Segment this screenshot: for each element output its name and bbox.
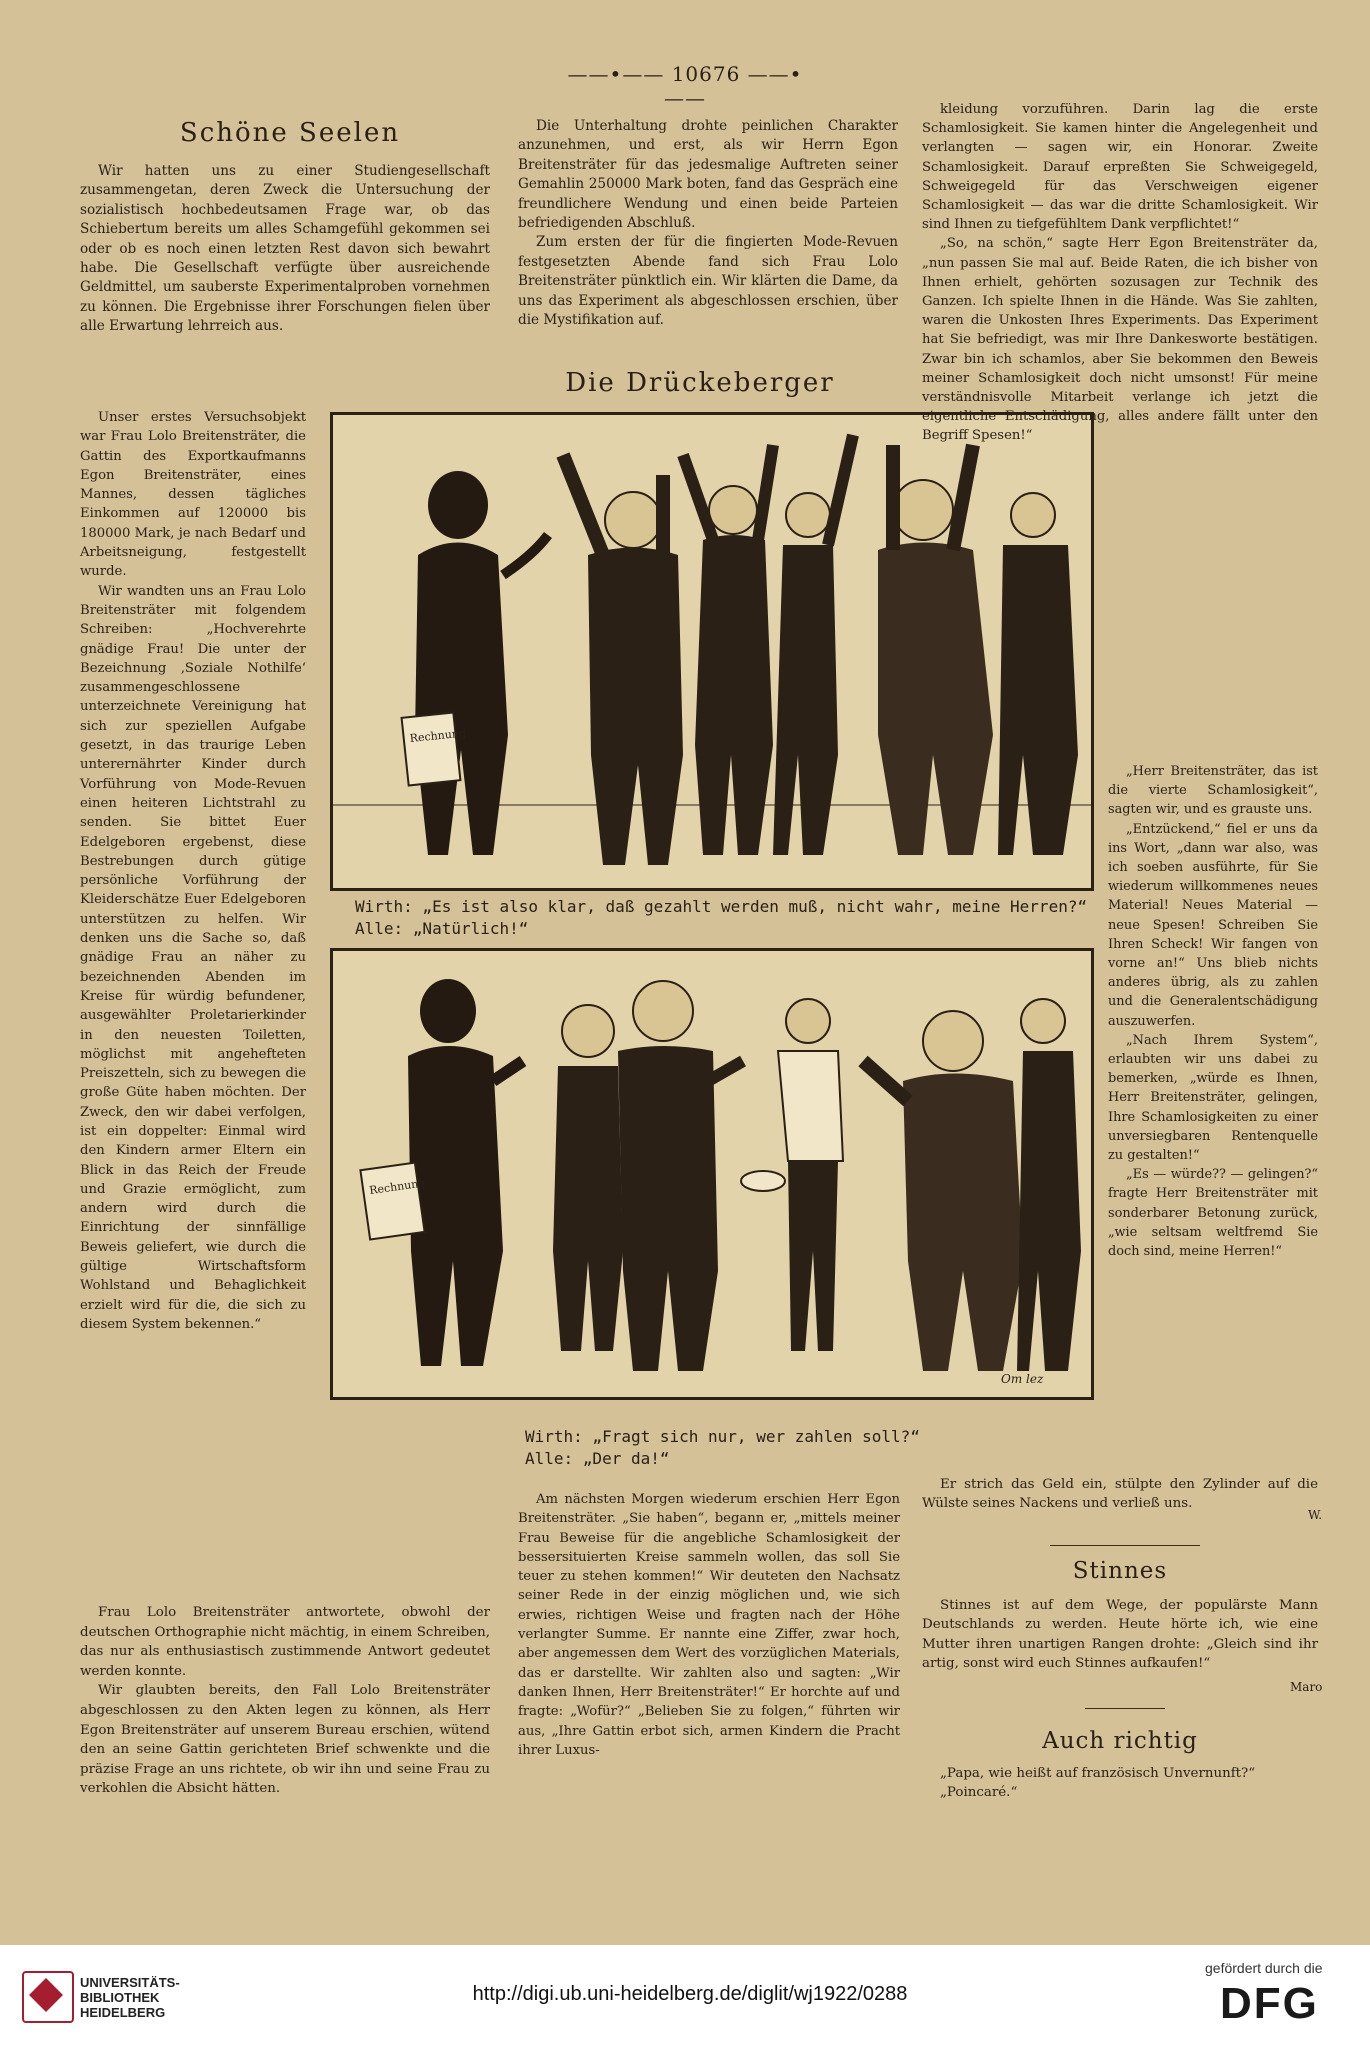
paragraph: kleidung vorzuführen. Darin lag die erste Schamlosigkeit. Sie kamen hinter die Angelegenheit und verlangten — sagen wir, ein Honorar. Zweite Schamlosigkeit. Darauf erpreßten Sie Schweigegeld, Schweigegeld für das Verschweigen eigener Schamlosigkeit — das war die dritte Schamlosigkeit. Wir sind Ihnen zu tiefgefühltem Dank verpflichtet!“ (922, 102, 1318, 233)
article-col3-top (922, 100, 1318, 446)
divider (1050, 1545, 1200, 1546)
paragraph: Frau Lolo Breitensträter antwortete, obwohl der deutschen Orthographie nicht mächtig, in einem Schreiben, das nur als enthusiastisch zustimmende Antwort gedeutet werden konnte. (80, 1605, 490, 1679)
page-number: ——•—— 10676 ——•—— (567, 62, 803, 110)
article-col2-top (518, 117, 898, 330)
article-col3-narrow (1108, 762, 1318, 1261)
paragraph: „Papa, wie heißt auf französisch Unvernunft?“ (940, 1766, 1256, 1781)
permalink-url[interactable]: http://digi.ub.uni-heidelberg.de/diglit/wj1922/0288 (472, 1983, 908, 2005)
cartoon-title: Die Drückeberger (565, 368, 835, 398)
paragraph: „Herr Breitensträter, das ist die vierte Schamlosigkeit“, sagten wir, und es grauste uns. (1108, 764, 1318, 818)
paragraph: Am nächsten Morgen wiederum erschien Herr Egon Breitensträter. „Sie haben“, begann er, „mittels meiner Frau Beweise für die angebliche Schamlosigkeit der bessersituierten Kreise sammeln wollen, das soll Sie teuer zu stehen kommen!“ Wir deuteten den Nachsatz seiner Rede in der einzig möglichen und, wie sich erwies, richtigen Weise und fragten nach der Höhe verlangter Summe. Er nannte eine Ziffer, zwar hoch, aber angemessen dem Wert des vorzüglichen Materials, das er darstellte. Wir zahlten also und sagten: „Wir danken Ihnen, Herr Breitensträter!“ Er horchte auf und fragte: „Wofür?“ „Belieben Sie zu folgen,“ führten wir aus, „Ihre Gattin erbot sich, armen Kindern die Pracht ihrer Luxus- (518, 1492, 900, 1758)
panel-1-bill-label: Rechnung (409, 726, 467, 746)
cartoon-panel-2 (330, 948, 1094, 1400)
funded-by-text: gefördert durch die (1205, 1960, 1323, 1976)
article-col1-bottom (80, 1603, 490, 1799)
paragraph: „Entzückend,“ fiel er uns da ins Wort, „dann war also, was ich soeben ausführte, für Sie wiederum willkommenes neues Material! Neues Material — neue Spesen! Schreiben Sie Ihren Scheck! Wir fangen von vorne an!“ Uns blieb nichts anderes übrig, als zu zahlen und die Generalentschädigung auszuwerfen. (1108, 821, 1318, 1029)
panel-1-caption-line-1: Wirth: „Es ist also klar, daß gezahlt werden muß, nicht wahr, meine Herren?“ (355, 897, 1088, 916)
panel-1-caption-line-2: Alle: „Natürlich!“ (355, 919, 529, 938)
library-line-3: HEIDELBERG (80, 2005, 166, 2020)
cartoon-panel-1-drawing (333, 415, 1091, 888)
footer-bar (0, 1945, 1370, 2045)
panel-2-caption-line-1: Wirth: „Fragt sich nur, wer zahlen soll?“ (525, 1427, 920, 1446)
artist-signature: Om lez (1001, 1372, 1044, 1386)
stinnes-text (922, 1596, 1318, 1674)
paragraph: „Es — würde?? — gelingen?“ fragte Herr Breitensträter mit sonderbarer Betonung zurück, „wie seltsam weltfremd Sie doch sind, meine Herren!“ (1108, 1167, 1318, 1260)
stinnes-signature: Maro (1290, 1680, 1323, 1694)
library-line-1: UNIVERSITÄTS- (80, 1975, 180, 1990)
paragraph: Wir glaubten bereits, den Fall Lolo Breitensträter abgeschlossen zu den Akten legen zu können, als Herr Egon Breitensträter auf unserem Bureau erschien, wütend den an seine Gattin gerichteten Brief schwenkte und die präzise Frage an uns richtete, ob wir ihn und seine Frau zu verkohlen die Absicht hätten. (80, 1683, 490, 1797)
article-col1-narrow (80, 408, 306, 1334)
paragraph: Stinnes ist auf dem Wege, der populärste Mann Deutschlands zu werden. Heute hörte ich, wie eine Mutter ihren unartigen Rangen drohte: „Gleich sind ihr artig, sonst wird euch Stinnes aufkaufen!“ (922, 1598, 1318, 1672)
divider (1085, 1708, 1165, 1709)
paragraph: „Nach Ihrem System“, erlaubten wir uns dabei zu bemerken, „würde es Ihnen, Herr Breitensträter, gelingen, Ihre Schamlosigkeiten zu einer unversiegbaren Rentenquelle zu gestalten!“ (1108, 1032, 1318, 1164)
paragraph: Die Unterhaltung drohte peinlichen Charakter anzunehmen, und erst, als wir Herrn Egon Breitensträter für das jedesmalige Auftreten seiner Gemahlin 250000 Mark boten, fand das Gespräch eine freundlichere Wendung und einen beide Parteien befriedigenden Abschluß. (518, 118, 898, 232)
page-number-value: 10676 (671, 62, 741, 86)
library-line-2: BIBLIOTHEK (80, 1990, 160, 2005)
article-col2-bottom (518, 1490, 900, 1760)
paragraph: „So, na schön,“ sagte Herr Egon Breitensträter da, „nun passen Sie mal auf. Beide Raten, die ich bisher von Ihnen erhielt, gehörten sozusagen zur Technik des Ganzen. Ich spielte Ihnen in die Hände. Was Sie zahlten, waren die Unkosten Ihres Experiments. Das Experiment hat Sie befriedigt, was mir Ihre Dankesworte bestätigen. Zwar bin ich schamlos, aber Sie bekommen den Beweis meiner Schamlosigkeit doch nicht umsonst! Für meine verständnisvolle Mitarbeit verlange ich jetzt die eigentliche Entschädigung, alles andere fällt unter den Begriff Spesen!“ (922, 236, 1318, 444)
paragraph: Er strich das Geld ein, stülpte den Zylinder auf die Wülste seines Nackens und verließ uns. (922, 1477, 1318, 1512)
auch-richtig-title: Auch richtig (1042, 1728, 1198, 1754)
library-logo[interactable] (22, 1965, 262, 2025)
library-name (80, 1975, 180, 2020)
panel-2-caption-line-2: Alle: „Der da!“ (525, 1449, 670, 1468)
article-title: Schöne Seelen (179, 118, 401, 148)
article-col3-end (922, 1475, 1318, 1514)
paragraph: Wir hatten uns zu einer Studiengesellschaft zusammengetan, deren Zweck die Untersuchung der sozialistisch hochbedeutsamen Frage war, ob das Schiebertum bereits um alles Schamgefühl gekommen sei oder ob es noch einen letzten Rest davon sich bewahrt habe. Die Gesellschaft verfügte über ausreichende Geldmittel, um sauberste Experimentalproben vornehmen zu können. Die Ergebnisse ihrer Forschungen fielen über alle Erwartung lehrreich aus. (80, 163, 490, 335)
paragraph: Zum ersten der für die fingierten Mode-Revuen festgesetzten Abende fand sich Frau Lolo Breitensträter pünktlich ein. Wir klärten die Dame, da uns das Experiment als abgeschlossen erschien, über die Mystifikation auf. (518, 234, 898, 329)
article-signature: W. (1308, 1508, 1323, 1522)
stinnes-title: Stinnes (1072, 1558, 1168, 1584)
paragraph: „Poincaré.“ (940, 1785, 1018, 1801)
library-seal-icon (22, 1971, 74, 2023)
auch-richtig-text (922, 1764, 1318, 1803)
paragraph: Unser erstes Versuchsobjekt war Frau Lolo Breitensträter, die Gattin des Exportkaufmanns Egon Breitensträter, eines Mannes, dessen tägliches Einkommen auf 120000 bis 180000 Mark, je nach Bedarf und Arbeitsneigung, festgestellt wurde. (80, 410, 306, 580)
article-col1-top (80, 162, 490, 337)
cartoon-panel-2-drawing (333, 951, 1091, 1397)
panel-2-bill-label: Rechnung (368, 1176, 427, 1198)
cartoon-panel-1 (330, 412, 1094, 891)
dfg-logo[interactable]: DFG (1220, 1979, 1319, 2028)
paragraph: Wir wandten uns an Frau Lolo Breitensträter mit folgendem Schreiben: „Hochverehrte gnädige Frau! Die unter der Bezeichnung ‚Soziale Nothilfe‘ zusammengeschlossene unterzeichnete Vereinigung hat sich zur speziellen Aufgabe gesetzt, in das traurige Leben unterernährter Kinder durch Vorführung von Mode-Revuen einen heiteren Lichtstrahl zu senden. Sie bittet Euer Edelgeboren ergebenst, diese Bestrebungen durch gütige persönliche Vorführung der Kleiderschätze Euer Edelgeboren unterstützen zu helfen. Wir denken uns die Sache so, daß gnädige Frau an näher zu bezeichnenden Abenden im Kreise für würdig befundener, ausgewählter Proletarierkinder in den neuesten Toiletten, möglichst mit angehefteten Preiszetteln, sich zu bewegen die große Güte haben möchten. Der Zweck, den wir dabei verfolgen, ist ein doppelter: Einmal wird den Kindern armer Eltern ein Blick in das Reich der Freude und Grazie ermöglicht, zum andern wird durch die Einrichtung der sinnfällige Beweis geliefert, wie durch die gültige Wirtschaftsform Wohlstand und Behaglichkeit erzielt wird für die, die sich zu diesem System bekennen.“ (80, 583, 306, 1332)
